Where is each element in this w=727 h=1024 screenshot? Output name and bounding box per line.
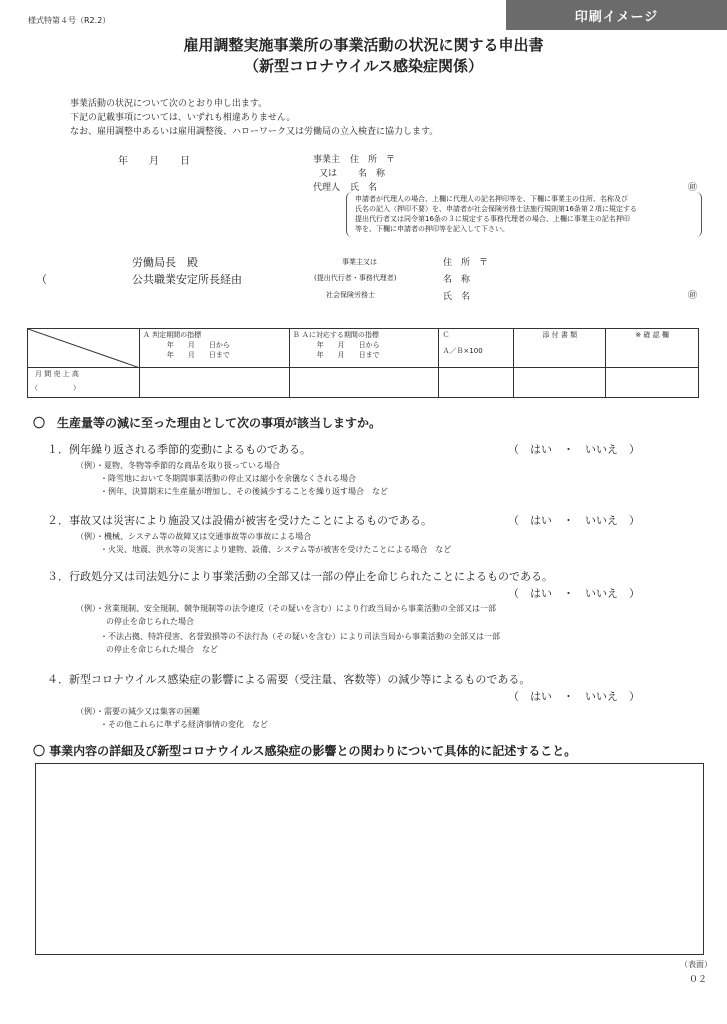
- cell-b-value[interactable]: [289, 368, 439, 398]
- agent-seal-mark: ㊞: [688, 291, 698, 301]
- agent-label-1: 事業主又は: [342, 258, 377, 266]
- applicant-label-2: 又は: [319, 169, 338, 179]
- agent-note-line-2: 氏名の記入（押印不要）を、申請者が社会保険労務士法施行規則第16条第２項に規定する: [355, 205, 637, 213]
- item2-example-2: ・火災、地震、洪水等の災害により建物、設備、システム等が被害を受けたことによる場合 など: [100, 545, 452, 554]
- item1-title: １．例年繰り返される季節的変動によるものである。: [47, 443, 311, 456]
- col-a-title: Ａ 判定期間の指標: [142, 331, 202, 339]
- item2-answer[interactable]: （ はい ・ いいえ ）: [508, 514, 640, 527]
- item1-example-3: ・例年、決算期末に生産量が増加し、その後減少することを繰り返す場合 など: [100, 487, 388, 496]
- description-textarea[interactable]: [35, 763, 704, 955]
- item1-example-2: ・降雪地において冬期間事業活動の停止又は縮小を余儀なくされる場合: [100, 474, 356, 483]
- section1-heading: 〇 生産量等の減に至った理由として次の事項が該当しますか。: [33, 416, 382, 430]
- date-month-label: 月: [149, 156, 159, 167]
- col-a-to: 年 月 日まで: [166, 351, 230, 359]
- item1-example-1: （例）・夏物、冬物等季節的な商品を取り扱っている場合: [76, 461, 280, 470]
- section2-heading: 〇 事業内容の詳細及び新型コロナウイルス感染症の影響との関わりについて具体的に記述すること。: [33, 744, 577, 758]
- col-a-from: 年 月 日から: [166, 341, 230, 349]
- col-confirm-header: ※ 確 認 欄: [606, 329, 699, 368]
- intro-line-3: なお、雇用調整中あるいは雇用調整後、ハローワーク又は労働局の立入検査に協力します。: [70, 127, 439, 137]
- col-b-to: 年 月 日まで: [316, 351, 380, 359]
- applicant-label-1: 事業主: [313, 155, 341, 165]
- col-a-header: [139, 329, 289, 368]
- col-b-header: [289, 329, 439, 368]
- diagonal-line: [28, 329, 140, 368]
- applicant-person-label: 氏 名: [350, 183, 378, 193]
- applicant-address-label: 住 所 〒: [350, 155, 396, 165]
- item3-example-2: の停止を命じられた場合: [106, 617, 194, 626]
- applicant-label-3: 代理人: [313, 183, 341, 193]
- item3-answer[interactable]: （ はい ・ いいえ ）: [508, 587, 640, 600]
- col-b-from: 年 月 日から: [316, 341, 380, 349]
- intro-line-1: 事業活動の状況について次のとおり申し出ます。: [70, 99, 268, 109]
- date-day-label: 日: [180, 156, 190, 167]
- agent-label-2: (提出代行者・事務代理者): [314, 274, 397, 282]
- agent-note-line-4: 等を、下欄に申請者の押印等を記入して下さい。: [355, 225, 509, 233]
- agent-address-label: 住 所 〒: [443, 258, 489, 268]
- item3-example-3: ・不法占拠、特許侵害、名誉毀損等の不法行為（その疑いを含む）により司法当局から事業活動の全部又は一部: [100, 632, 500, 641]
- agent-person-label: 氏 名: [443, 292, 471, 302]
- row-sales-label-cell: [28, 368, 140, 398]
- agent-label-3: 社会保険労務士: [326, 291, 375, 299]
- col-b-title: Ｂ Ａに対応する期間の指標: [292, 331, 379, 339]
- footer-side-label: （表面）: [680, 960, 712, 969]
- addressee-line-2: 公共職業安定所長経由: [132, 273, 242, 286]
- col-c-title: Ｃ: [442, 331, 450, 339]
- agent-note-line-3: 提出代行者又は同令第16条の３に規定する事務代理者の場合、上欄に事業主の記名押印: [355, 215, 630, 223]
- item4-example-1: （例）・需要の減少又は集客の困難: [76, 707, 200, 716]
- item3-example-4: の停止を命じられた場合 など: [106, 645, 218, 654]
- applicant-name-label: 名 称: [358, 169, 386, 179]
- document-title: 雇用調整実施事業所の事業活動の状況に関する申出書: [183, 36, 544, 54]
- print-preview-banner: 印刷イメージ: [506, 0, 727, 30]
- item1-answer[interactable]: （ はい ・ いいえ ）: [508, 443, 640, 456]
- item2-example-1: （例）・機械、システム等の故障又は交通事故等の事故による場合: [76, 532, 312, 541]
- addressee-paren: （: [36, 273, 47, 286]
- agent-note-line-1: 申請者が代理人の場合、上欄に代理人の記名押印等を、下欄に事業主の住所、名称及び: [355, 195, 628, 203]
- item4-answer[interactable]: （ はい ・ いいえ ）: [508, 690, 640, 703]
- intro-line-2: 下記の記載事項については、いずれも相違ありません。: [70, 113, 296, 123]
- item2-title: ２．事故又は災害により施設又は設備が被害を受けたことによるものである。: [47, 514, 432, 527]
- col-docs-header: 添 付 書 類: [514, 329, 606, 368]
- item3-example-1: （例）・営業規制、安全規制、競争規制等の法令違反（その疑いを含む）により行政当局から事業活動の全部又は一部: [76, 604, 496, 613]
- item4-example-2: ・その他これらに準ずる経済事情の変化 など: [100, 720, 268, 729]
- date-year-label: 年: [118, 156, 128, 167]
- item4-title: ４．新型コロナウイルス感染症の影響による需要（受注量、客数等）の減少等によるものである。: [47, 673, 531, 686]
- applicant-seal-mark: ㊞: [688, 183, 698, 193]
- sales-indicator-table: [27, 328, 699, 398]
- agent-name-label: 名 称: [443, 275, 471, 285]
- row-sales-label: 月 間 売 上 高: [35, 370, 79, 378]
- addressee-line-1: 労働局長 殿: [132, 256, 198, 269]
- cell-c-value[interactable]: [439, 368, 514, 398]
- cell-confirm-value[interactable]: [606, 368, 699, 398]
- col-c-header: [439, 329, 514, 368]
- col-c-formula: Ａ／Ｂ×100: [442, 347, 483, 355]
- cell-a-value[interactable]: [139, 368, 289, 398]
- document-subtitle: （新型コロナウイルス感染症関係）: [243, 57, 484, 75]
- row-sales-paren: （ ）: [31, 384, 80, 392]
- table-corner-cell: [28, 329, 140, 368]
- footer-page-number: ０２: [689, 975, 708, 985]
- form-number: 様式特第４号（R2.2）: [28, 16, 111, 25]
- item3-title: ３．行政処分又は司法処分により事業活動の全部又は一部の停止を命じられたことによるものである。: [47, 570, 553, 583]
- cell-docs-value[interactable]: [514, 368, 606, 398]
